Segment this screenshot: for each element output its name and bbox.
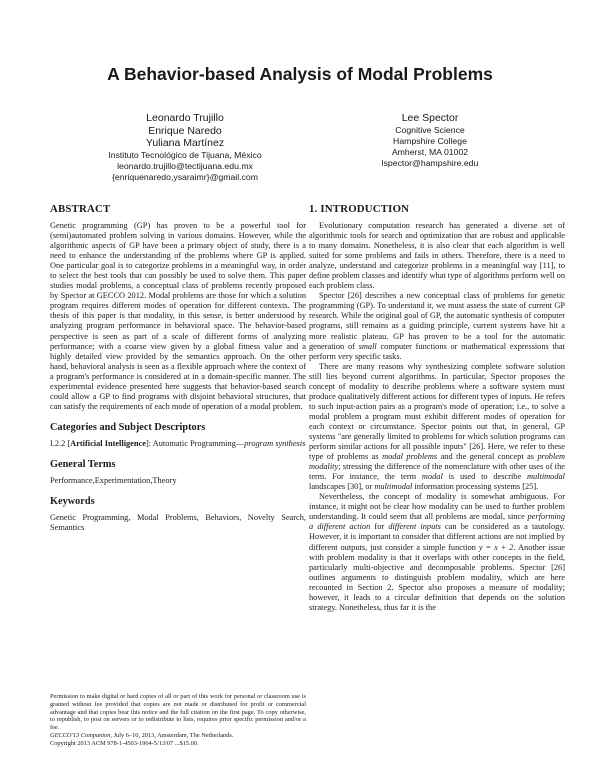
left-column <box>50 202 306 533</box>
intro-paragraph: There are many reasons why synthesizing complete software solution still lies beyond current algorithms. In particular, Spector proposes the concept of modality to describe problems where a software system must produce qualitatively different actions for different types of inputs. He refers to such input-action pairs as a program's mode of operation; i.e., to solve a modal problem a program must exhibit different modes of operation for each context or circumstance. Spector points out that, in general, GP systems "are generally limited to problems for which solution programs can perform similar actions for all possible inputs" [26]. Here, we refer to these type of problems as modal problems and the general concept as problem modality; stressing the difference of the nomenclature with other uses of the term. For instance, the term modal is used to describe multimodal landscapes [30], or multimodal information processing systems [25]. <box>309 361 565 492</box>
author-name: Enrique Naredo <box>148 124 222 137</box>
category-rest: ]: Automatic Programming— <box>145 438 245 448</box>
keywords-text: Genetic Programming, Modal Problems, Behaviors, Novelty Search, Semantics <box>50 512 306 533</box>
copyright-line: Copyright 2013 ACM 978-1-4503-1964-5/13/07 ...$15.00. <box>50 739 199 747</box>
venue-details: July 6–10, 2013, Amsterdam, The Netherlands. <box>111 731 234 739</box>
author-block-right <box>330 112 530 169</box>
keywords-heading: Keywords <box>50 495 95 507</box>
author-email: {enriquenaredo,ysaraimr}@gmail.com <box>112 171 258 182</box>
permission-text: Permission to make digital or hard copies of all or part of this work for personal or classroom use is granted without fee provided that copies are not made or distributed for profit or commercial advantage and that copies bear this notice and the full citation on the first page. To copy otherwise, to republish, to post on servers or to redistribute to lists, requires prior specific permission and/or a fee. <box>50 693 306 732</box>
category-subject: program synthesis <box>244 438 306 448</box>
author-name: Lee Spector <box>401 112 459 124</box>
categories-heading: Categories and Subject Descriptors <box>50 421 206 433</box>
abstract-text: Genetic programming (GP) has proven to be a powerful tool for (semi)automated problem solving in various domains. However, while the algorithmic aspects of GP have been a primary object of study, there is a need to enhance the understanding of the problems where GP is applied. One particular goal is to categorize problems in a meaningful way, in order to select the best tools that can possibly be used to solve them. This paper studies modal problems, a conceptual class of problems recently proposed by Spector at GECCO 2012. Modal problems are those for which a solution program requires different modes of operation for different contexts. The thesis of this paper is that modality, in this sense, is better understood by analyzing program performance in behavioral space. The behavior-based perspective is seen as part of a scale of different forms of analyzing performance; with a coarse view given by a global fitness value and a highly detailed view provided by the semantics approach. On the other hand, behavioral analysis is seen as a flexible approach where the context of a program's performance is considered at in a domain-specific manner. The experimental evidence presented here suggests that behavior-based search could allow a GP to find programs with disjoint behavioral structures, that can satisfy the requirements of each mode of operation of a modal problem. <box>50 221 306 411</box>
inline-math: y = x + 2 <box>478 542 514 552</box>
author-name: Leonardo Trujillo <box>146 112 224 124</box>
category-name: Artificial Intelligence <box>70 438 146 448</box>
intro-paragraph: Spector [26] describes a new conceptual class of problems for genetic programming (GP). To understand it, we must assess the state of current GP research. While the original goal of GP, the automatic synthesis of computer programs, still remains as a guiding principle, current systems have hit a more realistic plateau. GP has proven to be a tool for the automatic generation of small computer functions or mathematical expressions that perform very specific tasks. <box>309 291 565 361</box>
copyright-notice <box>50 693 306 748</box>
author-name: Yuliana Martínez <box>145 137 225 149</box>
author-institution: Hampshire College <box>393 135 467 146</box>
general-terms-text: Performance,Experimentation,Theory <box>50 475 177 485</box>
author-affiliation: Instituto Tecnológico de Tijuana, México <box>108 149 262 160</box>
introduction-heading: 1. INTRODUCTION <box>309 203 410 215</box>
abstract-heading: ABSTRACT <box>50 203 111 215</box>
author-location: Amherst, MA 01002 <box>391 146 469 157</box>
general-terms-heading: General Terms <box>50 458 116 470</box>
intro-paragraph: Evolutionary computation research has generated a diverse set of algorithmic tools for search and optimization that are robust and applicable to many domains. Nonetheless, it is also clear that each algorithm is well suited for some problems and fails in others. Therefore, there is a need to analyze, understand and categorize problems in a meaningful way [11], to define problem classes and identify what type of algorithms perform well on each problem class. <box>309 221 565 291</box>
intro-paragraph: Nevertheless, the concept of modality is somewhat ambiguous. For instance, it might not be clear how modality can be used to further problem understanding. It could seem that all problems are modal, since performing a different action for different inputs can be considered as a tautology. However, it is important to consider that different actions are not implied by different outputs, just consider a simple function y = x + 2. Another issue with problem modality is that it overlaps with other concepts in the field, particularly multi-objective and decomposable problems. Spector [26] outlines arguments to distinguish problem modality, which are here recounted in Section 2. Spector also proposes a measure of modality; however, it leads to a circular definition that depends on the solution strategy. Nonetheless, thus far it is the <box>309 492 566 612</box>
venue-name: GECCO'13 Companion, <box>50 731 112 739</box>
author-email: leonardo.trujillo@tectijuana.edu.mx <box>117 160 253 171</box>
author-department: Cognitive Science <box>395 124 465 135</box>
category-code: I.2.2 [ <box>50 438 71 448</box>
paper-title: A Behavior-based Analysis of Modal Problems <box>107 64 493 84</box>
right-column <box>309 202 565 613</box>
categories-text <box>50 439 306 449</box>
author-block-left <box>80 112 290 183</box>
author-email: lspector@hampshire.edu <box>381 158 479 169</box>
venue-line <box>50 732 306 740</box>
